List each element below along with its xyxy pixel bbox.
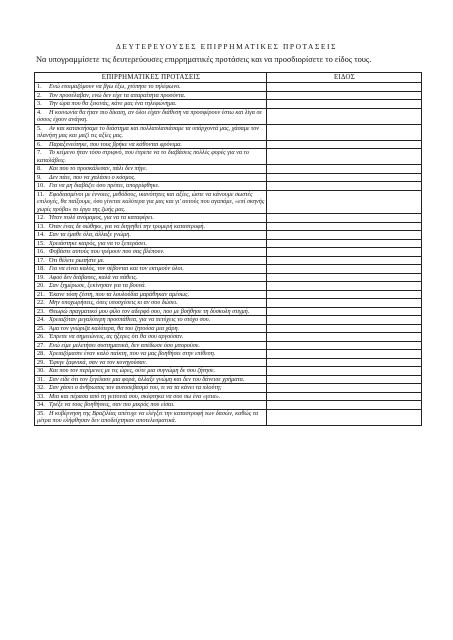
type-answer-cell[interactable]: [267, 324, 422, 333]
type-answer-cell[interactable]: [267, 83, 422, 92]
exercise-table: [34, 72, 422, 426]
sentence-text: Χρειάστηκε καιρός, για να το ξεπεράσει.: [49, 239, 147, 247]
type-answer-cell[interactable]: [267, 231, 422, 240]
table-row: [35, 108, 422, 124]
table-row: [35, 324, 422, 333]
type-answer-cell[interactable]: [267, 222, 422, 231]
sentence-number: 32.: [37, 384, 45, 391]
sentence-cell: [35, 248, 267, 257]
table-row: [35, 333, 422, 342]
sentence-cell: [35, 265, 267, 274]
sentence-number: 15.: [37, 239, 45, 247]
table-row: [35, 290, 422, 299]
sentence-cell: [35, 282, 267, 291]
sentence-cell: [35, 108, 267, 124]
sentence-text: Σαν τα έμαθε όλα, άλλαξε γνώμη.: [49, 231, 131, 238]
table-row: [35, 299, 422, 308]
sentence-text: Για να μη διαβάζει όσο πρέπει, απορρίφθηκε.: [49, 182, 160, 189]
table-row: [35, 190, 422, 214]
sentence-text: Χρειαζόταν μεγαλύτερη προσπάθεια, για να πετύχεις το στόχο σου.: [49, 316, 211, 323]
table-row: [35, 182, 422, 191]
sentence-text: Μια και πέρασα από τη γειτονιά σου, σκέφτηκα να σου πω ένα «γεια».: [49, 392, 221, 400]
type-answer-cell[interactable]: [267, 299, 422, 308]
table-row: [35, 124, 422, 140]
table-row: [35, 273, 422, 282]
type-answer-cell[interactable]: [267, 358, 422, 367]
table-row: [35, 149, 422, 165]
sentence-text: Τρέξε να τους βοηθήσεις, σαν πιο μικρός που είσαι.: [49, 401, 175, 408]
table-row: [35, 384, 422, 393]
type-answer-cell[interactable]: [267, 214, 422, 223]
table-row: [35, 316, 422, 325]
table-row: [35, 350, 422, 359]
type-answer-cell[interactable]: [267, 333, 422, 342]
type-answer-cell[interactable]: [267, 392, 422, 401]
sentence-text: Δεν πάει, που να χαλάσει ο κόσμος.: [49, 173, 136, 181]
sentence-number: 27.: [37, 341, 45, 349]
sentence-number: 12.: [37, 214, 45, 221]
sentence-number: 2.: [37, 91, 42, 99]
sentence-cell: [35, 324, 267, 333]
sentence-text: Την ώρα που θα ξεκινάς, κάνε μας ένα τηλεφώνημα.: [49, 100, 177, 107]
sentence-number: 3.: [37, 100, 42, 107]
sentence-cell: [35, 140, 267, 149]
table-row: [35, 231, 422, 240]
table-row: [35, 358, 422, 367]
sentence-text: Μην υποχωρήσεις, όσες υποσχέσεις κι αν σου δώσει.: [49, 299, 178, 306]
sentence-number: 34.: [37, 401, 45, 408]
sentence-number: 28.: [37, 350, 45, 357]
table-header-row: [35, 73, 422, 83]
sentence-number: 24.: [37, 316, 45, 323]
sentence-text: Έκανε τόση ζέστη, που τα λουλούδια μαράθηκαν αμέσως.: [49, 290, 190, 298]
type-answer-cell[interactable]: [267, 307, 422, 316]
table-row: [35, 375, 422, 384]
type-answer-cell[interactable]: [267, 182, 422, 191]
type-answer-cell[interactable]: [267, 367, 422, 376]
sentence-cell: [35, 256, 267, 265]
sentence-text: Και που τον περίμενες με τις ώρες, ούτε μια συγνώμη δε σου ζήτησε.: [49, 367, 216, 374]
sentence-text: Ενώ είμε μελετήσει συστηματικά, δεν απέδωσε όσο μπορούσε.: [49, 341, 200, 349]
table-row: [35, 100, 422, 109]
sentence-number: 16.: [37, 248, 45, 255]
type-answer-cell[interactable]: [267, 248, 422, 257]
table-row: [35, 248, 422, 257]
sentence-number: 20.: [37, 282, 45, 289]
table-body: [35, 83, 422, 426]
type-answer-cell[interactable]: [267, 384, 422, 393]
sentence-cell: [35, 91, 267, 100]
instructions: Να υπογραμμίσετε τις δευτερεύουσες επιρρηματικές προτάσεις και να προσδιορίσετε το είδος τους.: [36, 55, 372, 64]
sentence-number: 33.: [37, 392, 45, 400]
sentence-text: Φοβάστε αυτούς που τρέμουν που σας βλέπουν.: [49, 248, 165, 255]
sentence-cell: [35, 409, 267, 425]
table-row: [35, 165, 422, 174]
sentence-number: 7.: [37, 149, 42, 156]
sentence-text: Όταν ένας δε σώθηκε, για να διηγηθεί την τρομερή καταστροφή.: [49, 222, 205, 230]
sentence-number: 22.: [37, 299, 45, 306]
sentence-text: Σαν ξημέρωσε, ξεκίνησαν για τα βουνά.: [49, 282, 147, 289]
sentence-text: Ήταν πολύ ανόμαμος, για να τα καταφέρει.: [49, 214, 154, 221]
header-sentences: ΕΠΙΡΡΗΜΑΤΙΚΕΣ ΠΡΟΤΑΣΕΙΣ: [35, 73, 267, 83]
type-answer-cell[interactable]: [267, 341, 422, 350]
table-row: [35, 173, 422, 182]
sentence-text: Θεωρώ πραγματικό μου φίλο τον αδερφό σου, που με βοήθησε τη δύσκολη στιγμή.: [49, 307, 250, 315]
sentence-cell: [35, 100, 267, 109]
sentence-number: 29.: [37, 358, 45, 366]
sentence-cell: [35, 375, 267, 384]
sentence-text: Εφοδιασμένοι με έννοιες, μεθόδους, ικανότητες και αξίες, ώστε να κάνουμε σωστές επιλογές, θα παίξουμε, όσο γίνεται καλύτερα για μας και γι' αυτούς που αγαπάμε, «επί σκηνής χωρίς πρόβα» το έργο της ζωής μας.: [37, 190, 265, 213]
sentence-number: 5.: [37, 124, 42, 132]
table-row: [35, 282, 422, 291]
sentence-number: 8.: [37, 165, 42, 172]
sentence-number: 11.: [37, 190, 45, 198]
table-row: [35, 341, 422, 350]
sentence-cell: [35, 290, 267, 299]
type-answer-cell[interactable]: [267, 273, 422, 282]
sentence-cell: [35, 83, 267, 92]
sentence-cell: [35, 384, 267, 393]
type-answer-cell[interactable]: [267, 173, 422, 182]
sentence-number: 4.: [37, 108, 42, 116]
sentence-cell: [35, 299, 267, 308]
sentence-text: Και που το προσκάλεσαν, πάλι δεν πήγε.: [49, 165, 148, 172]
sentence-text: Ότι θέλετε ρωτήστε με.: [49, 256, 105, 264]
sentence-cell: [35, 239, 267, 248]
sentence-cell: [35, 149, 267, 165]
type-answer-cell[interactable]: [267, 108, 422, 124]
sentence-text: Σαν χάσει ο άνθρωπος τον αυτοσεβασμό του, τι να τα κάνει τα πλούτη;: [49, 384, 222, 391]
sentence-text: Σαν είδε ότι τον ξεγέλασε μια φορά, άλλαξε γνώμη και δεν του δάνεισε χρήματα.: [49, 375, 245, 383]
sentence-number: 9.: [37, 173, 42, 181]
sentence-number: 30.: [37, 367, 45, 374]
type-answer-cell[interactable]: [267, 190, 422, 214]
sentence-number: 31.: [37, 375, 45, 383]
table-row: [35, 140, 422, 149]
header-type: ΕΙΔΟΣ: [267, 73, 422, 83]
table-row: [35, 307, 422, 316]
type-answer-cell[interactable]: [267, 409, 422, 425]
table-row: [35, 367, 422, 376]
type-answer-cell[interactable]: [267, 375, 422, 384]
type-answer-cell[interactable]: [267, 140, 422, 149]
sentence-number: 21.: [37, 290, 45, 298]
type-answer-cell[interactable]: [267, 100, 422, 109]
sentence-number: 1.: [37, 83, 42, 90]
sentence-text: Η κοινωνία θα ήταν πιο δίκαιη, αν όλοι είχαν διάθεση να προσφέρουν έστω και λίγα σε όσους έχουν ανάγκη.: [37, 108, 262, 123]
sentence-number: 18.: [37, 265, 45, 272]
table-row: [35, 265, 422, 274]
sentence-cell: [35, 350, 267, 359]
type-answer-cell[interactable]: [267, 124, 422, 140]
sentence-cell: [35, 222, 267, 231]
sentence-cell: [35, 182, 267, 191]
sentence-cell: [35, 367, 267, 376]
sentence-text: Για να είναι καλός, τον σέβονται και τον εκτιμούν όλοι.: [49, 265, 184, 272]
type-answer-cell[interactable]: [267, 316, 422, 325]
sentence-cell: [35, 307, 267, 316]
sentence-number: 25.: [37, 324, 45, 332]
sentence-text: Αφού δεν διάβασες, καλά να πάθεις.: [49, 273, 138, 281]
page-title: ΔΕΥΤΕΡΕΥΟΥΣΕΣ ΕΠΙΡΡΗΜΑΤΙΚΕΣ ΠΡΟΤΑΣΕΙΣ: [116, 42, 337, 51]
sentence-cell: [35, 173, 267, 182]
sentence-cell: [35, 165, 267, 174]
sentence-cell: [35, 333, 267, 342]
sentence-cell: [35, 273, 267, 282]
sentence-number: 13.: [37, 222, 45, 230]
table-row: [35, 409, 422, 425]
table-row: [35, 239, 422, 248]
sentence-text: Παραξενεύτηκε, που τους βρήκε να κάθονται φρόνιμα.: [49, 140, 182, 148]
type-answer-cell[interactable]: [267, 165, 422, 174]
sentence-text: Τον προσέλαβαν, ενώ δεν είχε τα απαραίτητα προσόντα.: [49, 91, 186, 99]
sentence-number: 19.: [37, 273, 45, 281]
table-row: [35, 392, 422, 401]
table-row: [35, 91, 422, 100]
sentence-cell: [35, 392, 267, 401]
sentence-text: Το κείμενο ήταν τόσο στριφνό, που έπρεπε να το διαβάσεις πολλές φορές για να το καταλάβεις.: [37, 149, 249, 164]
sentence-text: Έφυγε ξαφνικά, σαν να τον κυνηγούσαν.: [49, 358, 148, 366]
table-row: [35, 222, 422, 231]
table-row: [35, 256, 422, 265]
type-answer-cell[interactable]: [267, 290, 422, 299]
sentence-cell: [35, 190, 267, 214]
sentence-cell: [35, 401, 267, 410]
sentence-number: 10.: [37, 182, 45, 189]
table-row: [35, 214, 422, 223]
type-answer-cell[interactable]: [267, 256, 422, 265]
sentence-text: Αν και κατακτήσαμε το διάστημα και πολλαπλασιάσαμε τα υπάρχοντά μας, χάσαμε τον πλανήτη μας και μαζί τις αξίες μας.: [37, 124, 260, 139]
type-answer-cell[interactable]: [267, 350, 422, 359]
type-answer-cell[interactable]: [267, 149, 422, 165]
sentence-number: 14.: [37, 231, 45, 238]
type-answer-cell[interactable]: [267, 91, 422, 100]
sentence-text: Ενώ ετοιμαζόμουν να βγω έξω, χτύπησε το τηλέφωνο.: [49, 83, 181, 90]
sentence-cell: [35, 214, 267, 223]
sentence-number: 35.: [37, 409, 45, 417]
sentence-number: 26.: [37, 333, 45, 340]
table-row: [35, 83, 422, 92]
type-answer-cell[interactable]: [267, 282, 422, 291]
sentence-cell: [35, 341, 267, 350]
type-answer-cell[interactable]: [267, 239, 422, 248]
sentence-number: 17.: [37, 256, 45, 264]
sentence-number: 23.: [37, 307, 45, 315]
table-row: [35, 401, 422, 410]
sentence-cell: [35, 124, 267, 140]
sentence-text: Χρειαζόμαστε έναν καλό παίκτη, που να μας βοηθήσει στην επίθεση.: [49, 350, 216, 357]
type-answer-cell[interactable]: [267, 265, 422, 274]
sentence-text: Η κυβέρνηση της Βραζιλίας απέτυχε να ελέγξει την καταστροφή των δασών, καθώς τα μέτρα που ελήφθησαν δεν αποδείχτηκαν αποτελεσματικά.: [37, 409, 259, 424]
sentence-text: Άμα τον γνώριζα καλύτερα, θα του ζητούσα μια χάρη.: [49, 324, 180, 332]
sentence-text: Έπρεπε να σημειώνεις, ας ήξερες ότι θα σου αργούσαν.: [49, 333, 184, 340]
sentence-cell: [35, 316, 267, 325]
sentence-cell: [35, 358, 267, 367]
sentence-number: 6.: [37, 140, 42, 148]
sentence-cell: [35, 231, 267, 240]
type-answer-cell[interactable]: [267, 401, 422, 410]
